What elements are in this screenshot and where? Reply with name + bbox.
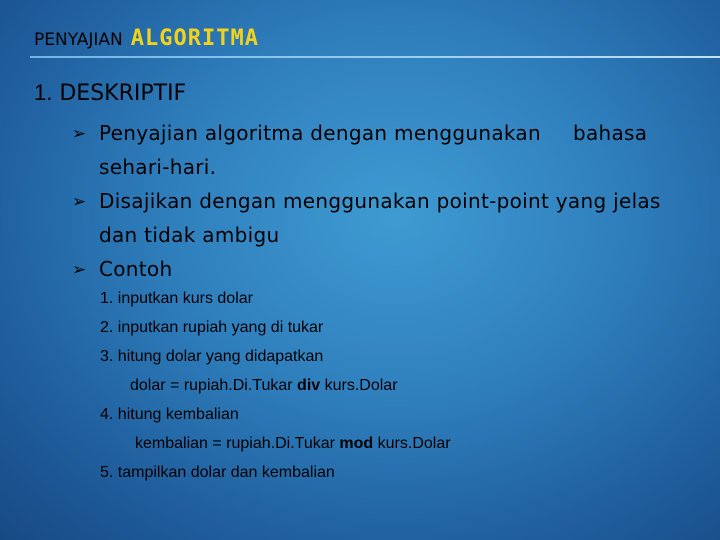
step-item: 5. tampilkan dolar dan kembalian	[100, 464, 335, 481]
formula-left: dolar = rupiah.Di.Tukar	[130, 377, 293, 394]
arrow-bullet-icon: ➢	[72, 124, 87, 144]
formula-operator: mod	[339, 435, 374, 452]
title-part2: ALGORITMA	[130, 26, 259, 51]
arrow-bullet-icon: ➢	[72, 260, 87, 280]
title-divider	[30, 56, 720, 58]
step-item: 2. inputkan rupiah yang di tukar	[100, 319, 324, 336]
section-title: DESKRIPTIF	[59, 81, 187, 106]
bullet-item	[72, 116, 672, 184]
section-number: 1.	[34, 80, 53, 105]
bullet-text: Contoh	[99, 257, 173, 281]
formula-operator: div	[297, 377, 321, 394]
step-formula	[100, 371, 451, 400]
step-formula	[100, 429, 451, 458]
step-item: 4. hitung kembalian	[100, 406, 239, 423]
bullet-item	[72, 252, 672, 286]
step-item: 3. hitung dolar yang didapatkan	[100, 348, 324, 365]
bullet-item	[72, 184, 672, 252]
slide-title	[34, 26, 259, 51]
section-heading	[34, 80, 186, 106]
formula-right: kurs.Dolar	[324, 377, 398, 394]
bullet-text-a: Penyajian algoritma dengan menggunakan	[99, 121, 541, 145]
step-item: 1. inputkan kurs dolar	[100, 290, 253, 307]
title-part1: PENYAJIAN	[34, 30, 123, 50]
bullet-text: Disajikan dengan menggunakan point-point yang jelas dan tidak ambigu	[99, 189, 661, 247]
formula-right: kurs.Dolar	[377, 435, 451, 452]
example-steps	[100, 284, 451, 487]
bullet-list	[72, 116, 672, 286]
formula-left: kembalian = rupiah.Di.Tukar	[135, 435, 335, 452]
arrow-bullet-icon: ➢	[72, 192, 87, 212]
bullet-text-c: sehari-hari.	[99, 155, 217, 179]
bullet-text-b: bahasa	[572, 121, 648, 145]
